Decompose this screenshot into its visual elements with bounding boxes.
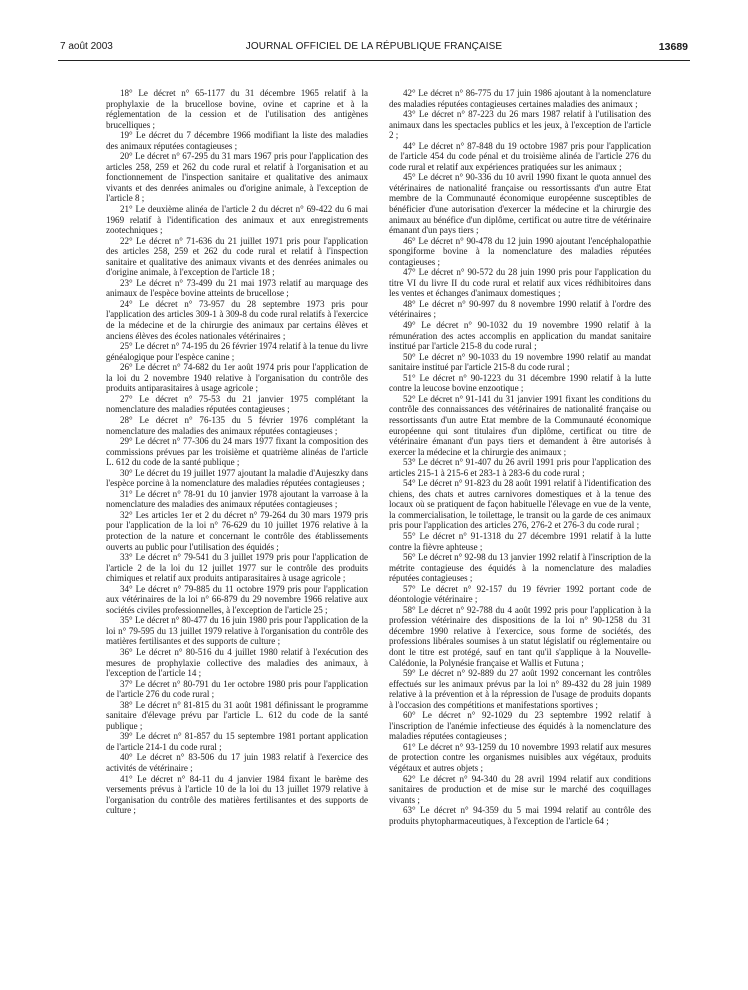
decree-item: 34° Le décret n° 79-885 du 11 octobre 1979 pris pour l'application aux vétérinaires de la loi n° 66-879 du 29 novembre 1966 relative aux sociétés civiles professionnelles, à l'exception de l'article 25 ; xyxy=(106,583,368,615)
decree-item: 57° Le décret n° 92-157 du 19 février 1992 portant code de déontologie vétérinaire ; xyxy=(389,583,651,605)
decree-item: 48° Le décret n° 90-997 du 8 novembre 1990 relatif à l'ordre des vétérinaires ; xyxy=(389,298,651,320)
decree-item: 37° Le décret n° 80-791 du 1er octobre 1980 pris pour l'application de l'article 276 du code rural ; xyxy=(106,678,368,700)
decree-item: 43° Le décret n° 87-223 du 26 mars 1987 relatif à l'utilisation des animaux dans les spectacles publics et les jeux, à l'exception de l'article 2 ; xyxy=(389,109,651,141)
right-column xyxy=(389,88,651,826)
decree-item: 40° Le décret n° 83-506 du 17 juin 1983 relatif à l'exercice des activités de vétérinaire ; xyxy=(106,752,368,773)
decree-item: 54° Le décret n° 91-823 du 28 août 1991 relatif à l'identification des chiens, des chats et autres carnivores domestiques et à la tenue des locaux où se pratiquent de façon habituelle l'élevage en vue de la vente, la commercialisation, le toilettage, le transit ou la garde de ces animaux pris pour l'application des articles 276, 276-2 et 276-3 du code rural ; xyxy=(389,478,651,531)
decree-item: 46° Le décret n° 90-478 du 12 juin 1990 ajoutant l'encéphalopathie spongiforme bovine à la nomenclature des maladies réputées contagieuses ; xyxy=(389,235,651,267)
decree-item: 58° Le décret n° 92-788 du 4 août 1992 pris pour l'application à la profession vétérinaire des dispositions de la loi n° 90-1258 du 31 décembre 1990 relative à l'exercice, sous forme de sociétés, des professions libérales soumises à un statut législatif ou réglementaire ou dont le titre est protégé, sauf en tant qu'il s'applique à la Nouvelle-Calédonie, la Polynésie française et Wallis et Futuna ; xyxy=(389,604,651,668)
decree-item: 62° Le décret n° 94-340 du 28 avril 1994 relatif aux conditions sanitaires de production et de mise sur le marché des coquillages vivants ; xyxy=(389,773,651,805)
decree-item: 55° Le décret n° 91-1318 du 27 décembre 1991 relatif à la lutte contre la fièvre aphteuse ; xyxy=(389,530,651,552)
decree-item: 19° Le décret du 7 décembre 1966 modifiant la liste des maladies des animaux réputées contagieuses ; xyxy=(106,130,368,151)
decree-item: 42° Le décret n° 86-775 du 17 juin 1986 ajoutant à la nomenclature des maladies réputées contagieuses certaines maladies des animaux ; xyxy=(389,88,651,109)
decree-item: 25° Le décret n° 74-195 du 26 février 1974 relatif à la tenue du livre généalogique pour l'espèce canine ; xyxy=(106,341,368,362)
decree-item: 36° Le décret n° 80-516 du 4 juillet 1980 relatif à l'exécution des mesures de prophylaxie collective des maladies des animaux, à l'exception de l'article 14 ; xyxy=(106,646,368,679)
decree-item: 29° Le décret n° 77-306 du 24 mars 1977 fixant la composition des commissions prévues par les troisième et quatrième alinéas de l'article L. 612 du code de la santé publique ; xyxy=(106,436,368,468)
decree-item: 28° Le décret n° 76-135 du 5 février 1976 complétant la nomenclature des maladies des animaux réputées contagieuses ; xyxy=(106,414,368,436)
decree-item: 60° Le décret n° 92-1029 du 23 septembre 1992 relatif à l'inscription de l'anémie infectieuse des équidés à la nomenclature des maladies réputées contagieuses ; xyxy=(389,710,651,742)
decree-item: 33° Le décret n° 79-541 du 3 juillet 1979 pris pour l'application de l'article 2 de la loi du 12 juillet 1977 sur le contrôle des produits chimiques et relatif aux produits antiparasitaires à usage agricole ; xyxy=(106,552,368,584)
decree-item: 45° Le décret n° 90-336 du 10 avril 1990 fixant le quota annuel des vétérinaires de nationalité française ou ressortissants d'un autre Etat membre de la Communauté économique européenne susceptibles de bénéficier d'une autorisation d'exercer la médecine et la chirurgie des animaux au bénéfice d'un diplôme, certificat ou autre titre de vétérinaire émanant d'un pays tiers ; xyxy=(389,172,651,236)
decree-item: 52° Le décret n° 91-141 du 31 janvier 1991 fixant les conditions du contrôle des connaissances des vétérinaires de nationalité française ou ressortissants d'un autre Etat membre de la Communauté économique européenne qui sont titulaires d'un diplôme, certificat ou titre de vétérinaire émanant d'un pays tiers et demandent à être autorisés à exercer la médecine et la chirurgie des animaux ; xyxy=(389,393,651,457)
left-column xyxy=(106,88,368,816)
decree-item: 35° Le décret n° 80-477 du 16 juin 1980 pris pour l'application de la loi n° 79-595 du 13 juillet 1979 relative à l'organisation du contrôle des matières fertilisantes et des supports de culture ; xyxy=(106,615,368,647)
journal-title: JOURNAL OFFICIEL DE LA RÉPUBLIQUE FRANÇAISE xyxy=(245,41,503,52)
header-date: 7 août 2003 xyxy=(60,41,113,52)
decree-item: 21° Le deuxième alinéa de l'article 2 du décret n° 69-422 du 6 mai 1969 relatif à l'identification des animaux et aux enregistrements zootechniques ; xyxy=(106,204,368,236)
decree-item: 56° Le décret n° 92-98 du 13 janvier 1992 relatif à l'inscription de la métrite contagieuse des équidés à la nomenclature des maladies réputées contagieuses ; xyxy=(389,552,651,584)
decree-item: 32° Les articles 1er et 2 du décret n° 79-264 du 30 mars 1979 pris pour l'application de la loi n° 76-629 du 10 juillet 1976 relative à la protection de la nature et concernant le contrôle des établissements ouverts au public pour l'utilisation des équidés ; xyxy=(106,509,368,552)
page-header xyxy=(60,41,688,57)
decree-item: 30° Le décret du 19 juillet 1977 ajoutant la maladie d'Aujeszky dans l'espèce porcine à la nomenclature des maladies réputées contagieuses ; xyxy=(106,467,368,489)
decree-item: 44° Le décret n° 87-848 du 19 octobre 1987 pris pour l'application de l'article 454 du code pénal et du troisième alinéa de l'article 276 du code rural et relatif aux expériences pratiquées sur les animaux ; xyxy=(389,140,651,172)
decree-item: 22° Le décret n° 71-636 du 21 juillet 1971 pris pour l'application des articles 258, 259 et 262 du code rural et relatif à l'inspection sanitaire et qualitative des animaux vivants et des denrées animales ou d'origine animale, à l'exception de l'article 18 ; xyxy=(106,235,368,278)
decree-item: 26° Le décret n° 74-682 du 1er août 1974 pris pour l'application de la loi du 2 novembre 1940 relative à l'organisation du contrôle des produits antiparasitaires à usage agricole ; xyxy=(106,362,368,394)
decree-item: 18° Le décret n° 65-1177 du 31 décembre 1965 relatif à la prophylaxie de la brucellose bovine, ovine et caprine et à la réglementation de la cession et de l'utilisation des antigènes brucelliques ; xyxy=(106,88,368,130)
decree-item: 31° Le décret n° 78-91 du 10 janvier 1978 ajoutant la varroase à la nomenclature des maladies des animaux réputées contagieuses ; xyxy=(106,488,368,510)
decree-item: 49° Le décret n° 90-1032 du 19 novembre 1990 relatif à la rémunération des actes accomplis en application du mandat sanitaire institué par l'article 215-8 du code rural ; xyxy=(389,320,651,352)
decree-item: 50° Le décret n° 90-1033 du 19 novembre 1990 relatif au mandat sanitaire institué par l'article 215-8 du code rural ; xyxy=(389,351,651,373)
decree-item: 53° Le décret n° 91-407 du 26 avril 1991 pris pour l'application des articles 215-1 à 215-6 et 283-1 à 283-6 du code rural ; xyxy=(389,457,651,478)
header-rule xyxy=(58,60,690,61)
decree-item: 51° Le décret n° 90-1223 du 31 décembre 1990 relatif à la lutte contre la leucose bovine enzootique ; xyxy=(389,372,651,394)
decree-item: 41° Le décret n° 84-11 du 4 janvier 1984 fixant le barème des versements prévus à l'article 10 de la loi du 13 juillet 1979 relative à l'organisation du contrôle des matières fertilisantes et des supports de culture ; xyxy=(106,773,368,816)
decree-item: 39° Le décret n° 81-857 du 15 septembre 1981 portant application de l'article 214-1 du code rural ; xyxy=(106,731,368,752)
decree-item: 47° Le décret n° 90-572 du 28 juin 1990 pris pour l'application du titre VI du livre II du code rural et relatif aux vices rédhibitoires dans les ventes et échanges d'animaux domestiques ; xyxy=(389,267,651,299)
decree-item: 59° Le décret n° 92-889 du 27 août 1992 concernant les contrôles effectués sur les animaux prévus par la loi n° 89-432 du 28 juin 1989 relative à la prévention et à la répression de l'usage de produits dopants à l'occasion des compétitions et manifestations sportives ; xyxy=(389,668,651,710)
decree-item: 23° Le décret n° 73-499 du 21 mai 1973 relatif au marquage des animaux de l'espèce bovine atteints de brucellose ; xyxy=(106,277,368,299)
decree-item: 63° Le décret n° 94-359 du 5 mai 1994 relatif au contrôle des produits phytopharmaceutiques, à l'exception de l'article 64 ; xyxy=(389,805,651,826)
decree-item: 24° Le décret n° 73-957 du 28 septembre 1973 pris pour l'application des articles 309-1 à 309-8 du code rural relatifs à l'exercice de la médecine et de la chirurgie des animaux par certains élèves et anciens élèves des écoles nationales vétérinaires ; xyxy=(106,298,368,341)
page-number: 13689 xyxy=(658,41,688,53)
decree-item: 38° Le décret n° 81-815 du 31 août 1981 définissant le programme sanitaire d'élevage prévu par l'article L. 612 du code de la santé publique ; xyxy=(106,699,368,731)
decree-item: 61° Le décret n° 93-1259 du 10 novembre 1993 relatif aux mesures de protection contre les organismes nuisibles aux végétaux, produits végétaux et autres objets ; xyxy=(389,741,651,773)
decree-item: 27° Le décret n° 75-53 du 21 janvier 1975 complétant la nomenclature des maladies réputées contagieuses ; xyxy=(106,393,368,415)
decree-item: 20° Le décret n° 67-295 du 31 mars 1967 pris pour l'application des articles 258, 259 et 262 du code rural et relatif à l'organisation et au fonctionnement de l'inspection sanitaire et qualitative des animaux vivants et des denrées animales ou d'origine animale, à l'exception de l'article 8 ; xyxy=(106,151,368,204)
